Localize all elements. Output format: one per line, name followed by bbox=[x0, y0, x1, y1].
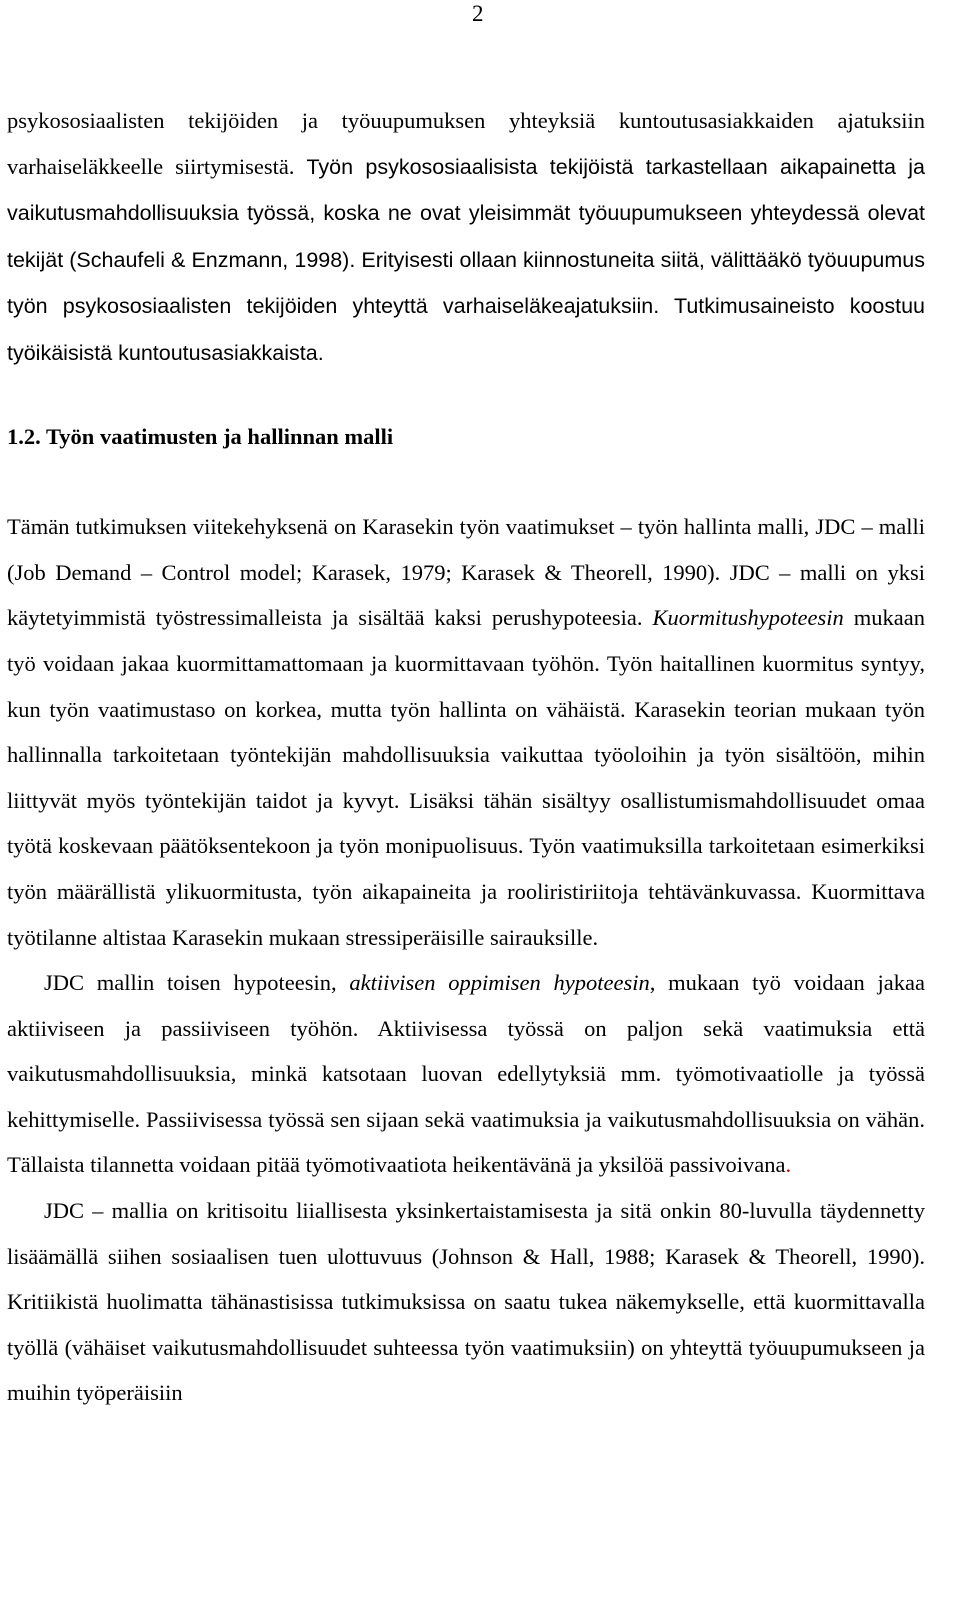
paragraph-criticism: JDC – mallia on kritisoitu liiallisesta yksinkertaistamisesta ja sitä onkin 80-luvulla täydennetty lisäämällä siihen sosiaalisen tuen ulottuvuus (Johnson & Hall, 1988; Karasek & Theorell, 1990). Kritiikistä huolimatta tähänastisissa tutkimuksissa on saatu tukea näkemykselle, että kuormittavalla työllä (vähäiset vaikutusmahdollisuudet suhteessa työn vaatimuksiin) on yhteyttä työuupumukseen ja muihin työperäisiin bbox=[7, 1198, 925, 1406]
paragraph-active-text-a: JDC mallin toisen hypoteesin, bbox=[44, 970, 350, 996]
intro-text-sans: Työn psykososiaalisista tekijöistä tarkastellaan aikapainetta ja vaikutusmahdollisuuksia työssä, koska ne ovat yleisimmät työuupumukseen yhteydessä olevat tekijät (Schaufeli & Enzmann, 1998). Erityisesti ollaan kiinnostuneita siitä, välittääkö työuupumus työn psykososiaalisten tekijöiden yhteyttä varhaiseläkeajatuksiin. Tutkimusaineisto koostuu työikäisistä kuntoutusasiakkaista. bbox=[7, 154, 926, 365]
paragraph-jdc-model bbox=[7, 504, 925, 960]
paragraph-active-text-b: , mukaan työ voidaan jakaa aktiiviseen ja passiiviseen työhön. Aktiivisessa työssä on paljon sekä vaatimuksia että vaikutusmahdollisuuksia, minkä katsotaan luovan edellytyksiä mm. työmotivaatiolle ja työssä kehittymiselle. Passiivisessa työssä sen sijaan sekä vaatimuksia ja vaikutusmahdollisuuksia on vähän. Tällaista tilannetta voidaan pitää työmotivaatiota heikentävänä ja yksilöä passivoivana bbox=[7, 970, 925, 1178]
document-body bbox=[7, 98, 925, 1416]
intro-text-serif: psykososiaalisten tekijöiden ja työuupumuksen yhteyksiä kuntoutusasiakkaiden ajatuksiin varhaiseläkkeelle siirtymisestä. bbox=[7, 108, 925, 179]
intro-paragraph bbox=[7, 98, 925, 377]
paragraph-end-dot: . bbox=[785, 1152, 792, 1178]
page-number: 2 bbox=[472, 1, 484, 26]
paragraph-jdc-text-a: Tämän tutkimuksen viitekehyksenä on Karasekin työn vaatimukset – työn hallinta malli, JDC – malli (Job Demand – Control model; Karasek, 1979; Karasek & Theorell, 1990). JDC – malli on yksi käytetyimmistä työstressimalleista ja sisältää kaksi perushypoteesia. bbox=[7, 514, 925, 631]
paragraph-active-learning bbox=[7, 960, 925, 1188]
paragraph-jdc-text-b: mukaan työ voidaan jakaa kuormittamattomaan ja kuormittavaan työhön. Työn haitallinen kuormitus syntyy, kun työn vaatimustaso on korkea, mutta työn hallinta on vähäistä. Karasekin teorian mukaan työn hallinnalla tarkoitetaan työntekijän mahdollisuuksia vaikuttaa työoloihin ja työn sisältöön, mihin liittyvät myös työntekijän taidot ja kyvyt. Lisäksi tähän sisältyy osallistumismahdollisuudet omaa työtä koskevaan päätöksentekoon ja työn monipuolisuus. Työn vaatimuksilla tarkoitetaan esimerkiksi työn määrällistä ylikuormitusta, työn aikapaineita ja rooliristiriitoja tehtävänkuvassa. Kuormittava työtilanne altistaa Karasekin mukaan stressiperäisille sairauksille. bbox=[7, 605, 925, 950]
section-heading: 1.2. Työn vaatimusten ja hallinnan malli bbox=[7, 423, 394, 449]
term-aktiivinen-oppiminen: aktiivisen oppimisen hypoteesin bbox=[349, 970, 650, 996]
term-kuormitushypoteesi: Kuormitushypoteesin bbox=[652, 605, 844, 631]
